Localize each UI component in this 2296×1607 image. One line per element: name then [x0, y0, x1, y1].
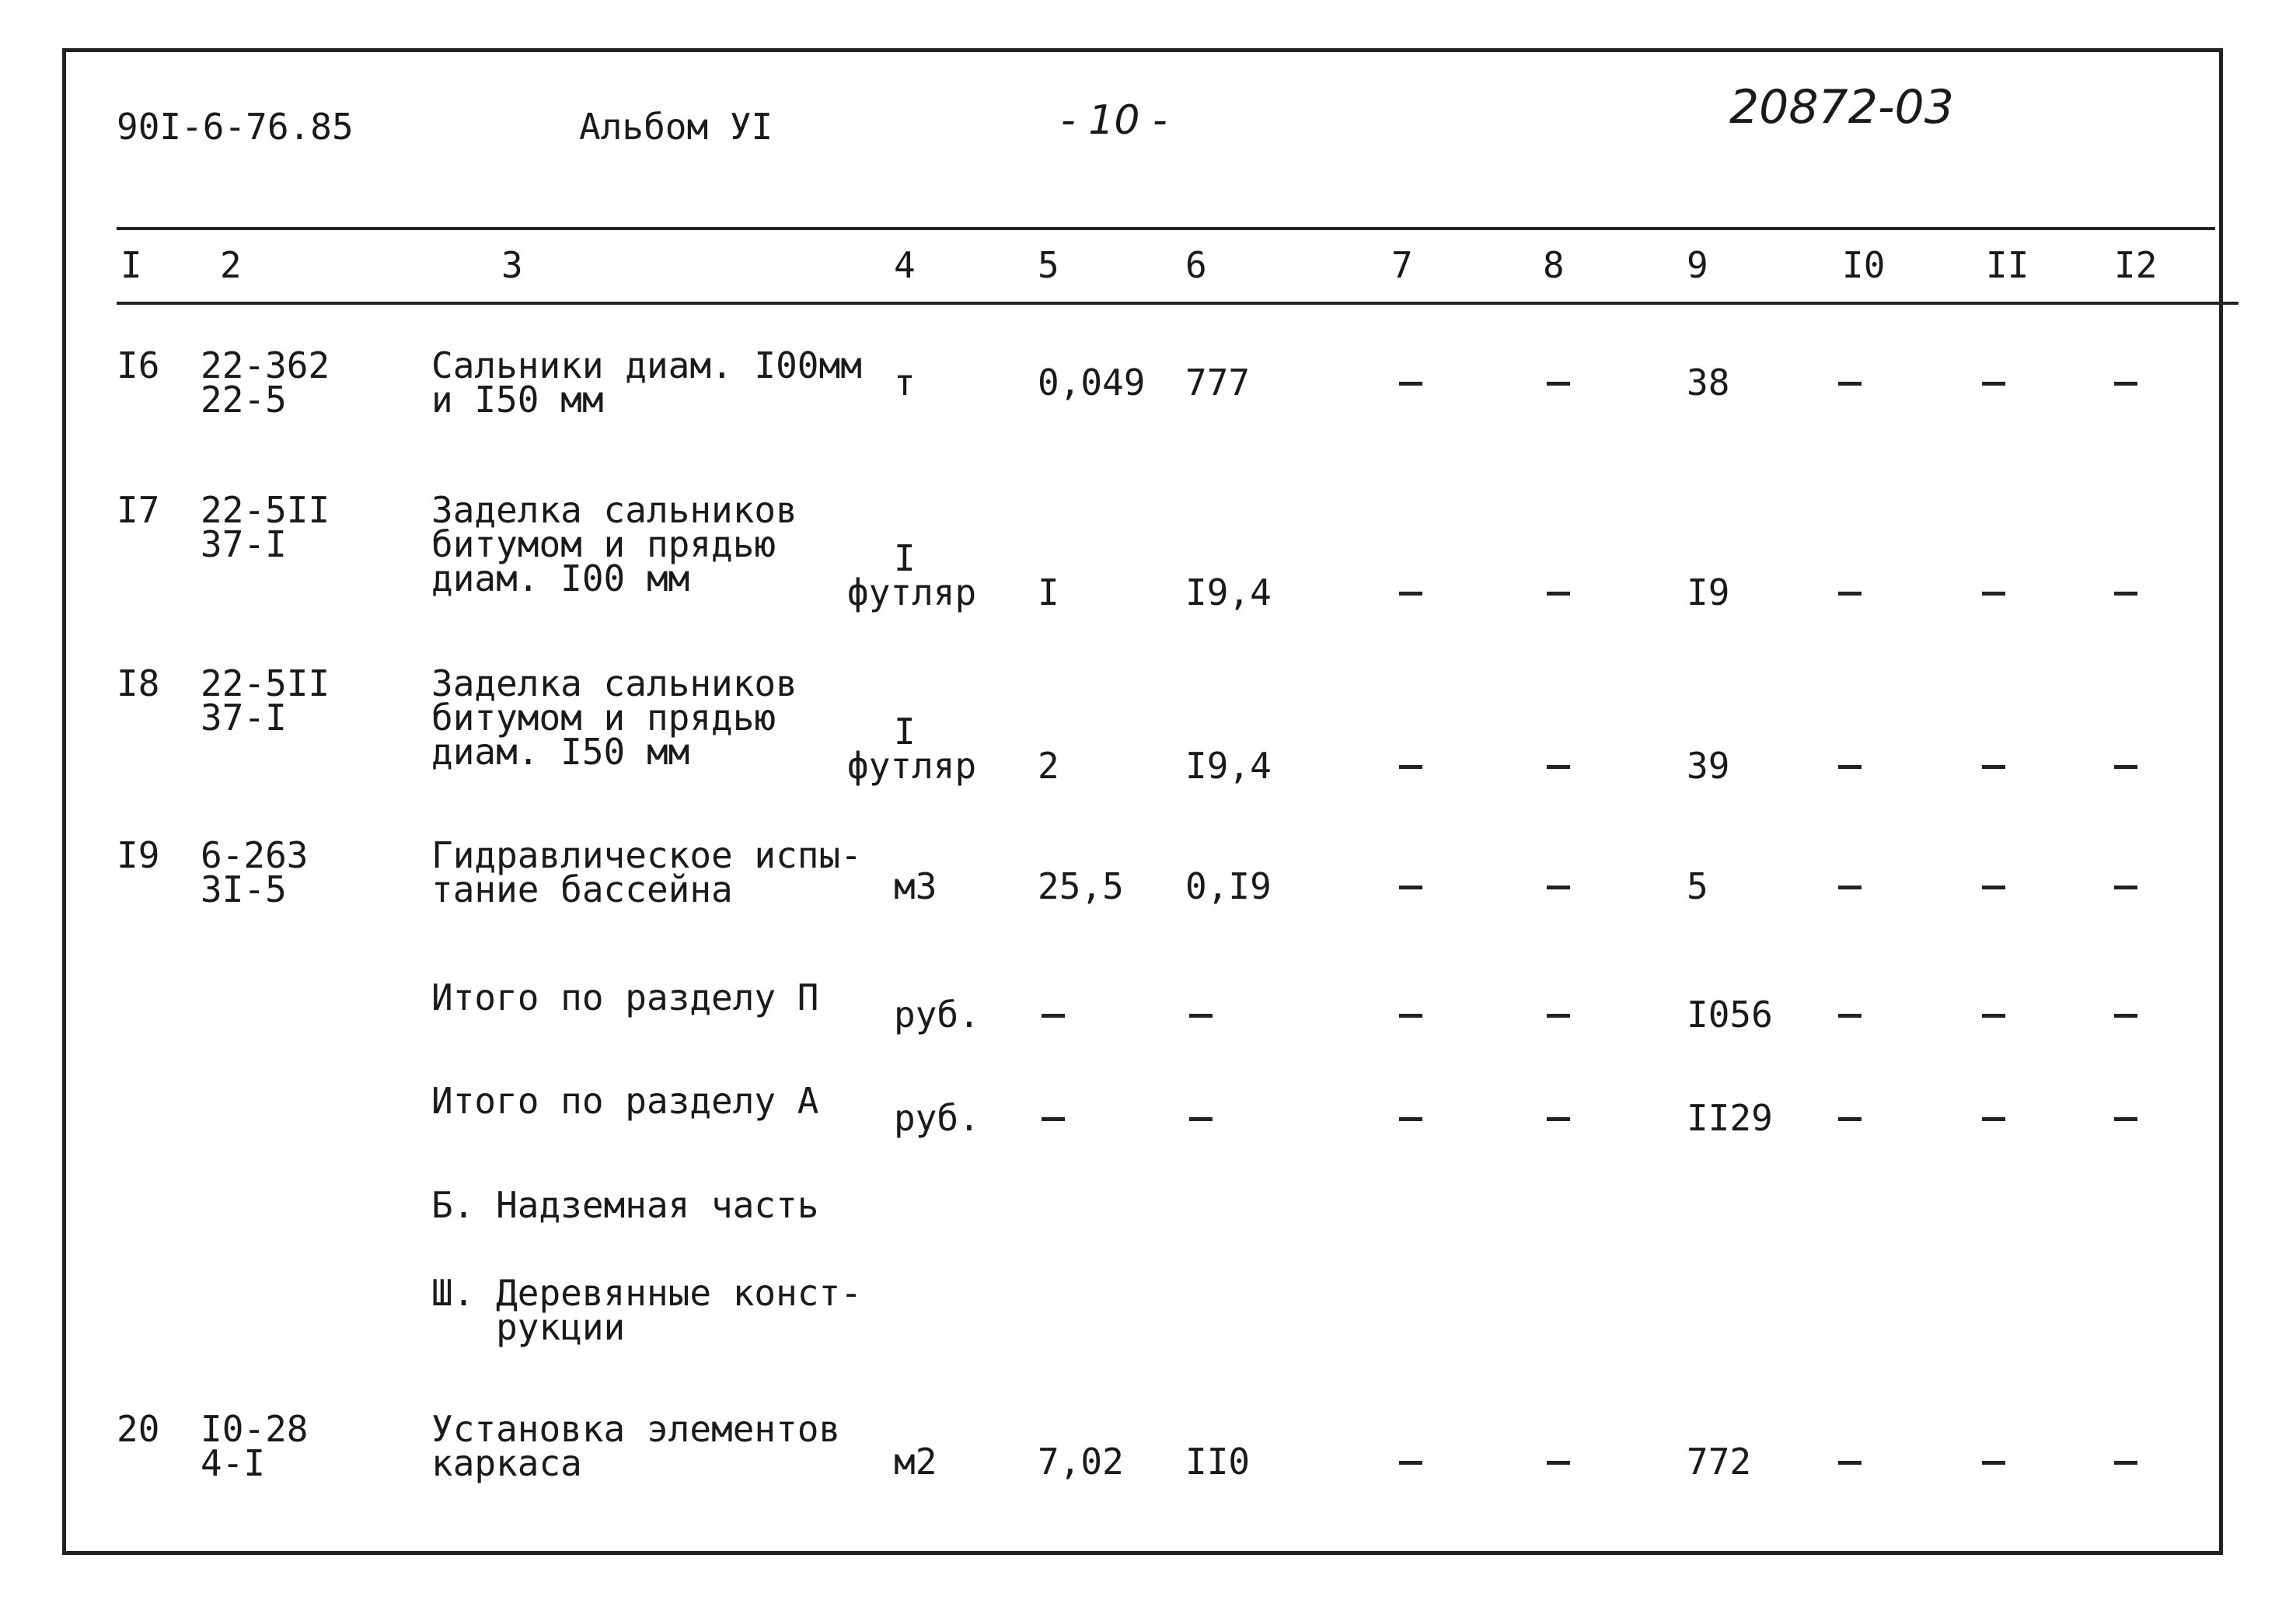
- total-cost: 38: [1687, 362, 1730, 403]
- row-number: 20: [117, 1408, 160, 1450]
- column-number: 5: [1038, 244, 1059, 286]
- quantity: 25,5: [1038, 865, 1124, 907]
- column-number: 3: [501, 244, 523, 286]
- column-number: 2: [220, 244, 242, 286]
- col7-dash: [1399, 382, 1422, 386]
- work-description: тание бассейна: [431, 868, 733, 910]
- col10-dash: [1838, 382, 1862, 386]
- work-description: Заделка сальников: [431, 662, 797, 704]
- rate-code: 37-I: [201, 697, 287, 739]
- col8-dash: [1547, 592, 1570, 596]
- unit-price: I9,4: [1185, 571, 1272, 613]
- col11-dash: [1982, 886, 2005, 889]
- total-cost: 39: [1687, 745, 1730, 787]
- page-frame: [62, 48, 2223, 1555]
- col11-dash: [1982, 1014, 2005, 1018]
- column-number: 7: [1391, 244, 1413, 286]
- col12-dash: [2114, 1117, 2137, 1121]
- col7-dash: [1399, 592, 1422, 596]
- column-number: II: [1986, 244, 2029, 286]
- total-cost: II29: [1687, 1097, 1773, 1139]
- col11-dash: [1982, 765, 2005, 769]
- unit-count: I: [894, 537, 916, 579]
- work-description: Б. Надземная часть: [431, 1184, 819, 1226]
- col8-dash: [1547, 1014, 1570, 1018]
- rate-code: 37-I: [201, 523, 287, 565]
- column-number: 4: [894, 244, 916, 286]
- total-cost: I9: [1687, 571, 1730, 613]
- unit-price: 777: [1185, 362, 1251, 403]
- col11-dash: [1982, 1117, 2005, 1121]
- rate-code: 6-263: [201, 834, 309, 876]
- col7-dash: [1399, 1117, 1422, 1121]
- total-cost: I056: [1687, 994, 1773, 1036]
- work-description: Сальники диам. I00мм: [431, 344, 862, 386]
- col8-dash: [1547, 382, 1570, 386]
- col12-dash: [2114, 592, 2137, 596]
- row-number: I7: [117, 489, 160, 531]
- column-number: 6: [1185, 244, 1207, 286]
- header-rule-top: [117, 227, 2215, 230]
- column-number: I0: [1842, 244, 1886, 286]
- work-description: битумом и прядью: [431, 523, 776, 565]
- quantity: 7,02: [1038, 1441, 1124, 1483]
- work-description: и I50 мм: [431, 379, 604, 421]
- unit: м2: [894, 1441, 937, 1483]
- work-description: диам. I50 мм: [431, 731, 690, 773]
- col7-dash: [1399, 1461, 1422, 1465]
- rate-code: I0-28: [201, 1408, 309, 1450]
- unit-price: 0,I9: [1185, 865, 1272, 907]
- unit-price: II0: [1185, 1441, 1251, 1483]
- col12-dash: [2114, 1461, 2137, 1465]
- work-description: Установка элементов: [431, 1408, 841, 1450]
- rate-code: 4-I: [201, 1442, 266, 1484]
- total-cost: 5: [1687, 865, 1708, 907]
- unit: т: [894, 362, 916, 403]
- col12-dash: [2114, 886, 2137, 889]
- work-description: каркаса: [431, 1442, 582, 1484]
- row-number: I6: [117, 344, 160, 386]
- work-description: битумом и прядью: [431, 697, 776, 739]
- row-number: I8: [117, 662, 160, 704]
- work-description: Итого по разделу П: [431, 976, 819, 1018]
- col7-dash: [1399, 765, 1422, 769]
- work-description: Итого по разделу А: [431, 1080, 819, 1122]
- col12-dash: [2114, 765, 2137, 769]
- quantity: 2: [1038, 745, 1059, 787]
- col10-dash: [1838, 886, 1862, 889]
- unit: руб.: [894, 1097, 980, 1139]
- work-description: Гидравлическое испы-: [431, 834, 862, 876]
- col7-dash: [1399, 886, 1422, 889]
- album-label: Альбом УI: [579, 106, 773, 148]
- quantity-dash: [1042, 1117, 1065, 1121]
- unit-count: I: [894, 711, 916, 753]
- col12-dash: [2114, 1014, 2137, 1018]
- col8-dash: [1547, 765, 1570, 769]
- work-description: Ш. Деревянные конст-: [431, 1272, 862, 1314]
- quantity: I: [1038, 571, 1059, 613]
- column-number: 8: [1543, 244, 1565, 286]
- unit: футляр: [847, 571, 977, 613]
- col11-dash: [1982, 592, 2005, 596]
- rate-code: 22-5II: [201, 489, 330, 531]
- unit: м3: [894, 865, 937, 907]
- unit: руб.: [894, 994, 980, 1036]
- rate-code: 22-5II: [201, 662, 330, 704]
- header-rule-bottom: [117, 302, 2238, 305]
- archive-number: 20872-03: [1729, 80, 1954, 134]
- column-number: I2: [2114, 244, 2158, 286]
- rate-code: 3I-5: [201, 868, 287, 910]
- col10-dash: [1838, 1117, 1862, 1121]
- col7-dash: [1399, 1014, 1422, 1018]
- column-number: 9: [1687, 244, 1708, 286]
- row-number: I9: [117, 834, 160, 876]
- col12-dash: [2114, 382, 2137, 386]
- work-description: Заделка сальников: [431, 489, 797, 531]
- col11-dash: [1982, 1461, 2005, 1465]
- col8-dash: [1547, 1117, 1570, 1121]
- unit: футляр: [847, 745, 977, 787]
- col10-dash: [1838, 1461, 1862, 1465]
- col11-dash: [1982, 382, 2005, 386]
- col8-dash: [1547, 886, 1570, 889]
- total-cost: 772: [1687, 1441, 1752, 1483]
- work-description: диам. I00 мм: [431, 557, 690, 599]
- work-description: рукции: [431, 1306, 626, 1348]
- rate-code: 22-362: [201, 344, 330, 386]
- rate-code: 22-5: [201, 379, 287, 421]
- column-number: I: [120, 244, 142, 286]
- page-number: - 10 -: [1061, 97, 1167, 144]
- quantity: 0,049: [1038, 362, 1146, 403]
- quantity-dash: [1042, 1014, 1065, 1018]
- doc-code: 90I-6-76.85: [117, 106, 354, 148]
- unit-price-dash: [1189, 1117, 1213, 1121]
- col8-dash: [1547, 1461, 1570, 1465]
- col10-dash: [1838, 592, 1862, 596]
- unit-price: I9,4: [1185, 745, 1272, 787]
- col10-dash: [1838, 1014, 1862, 1018]
- unit-price-dash: [1189, 1014, 1213, 1018]
- col10-dash: [1838, 765, 1862, 769]
